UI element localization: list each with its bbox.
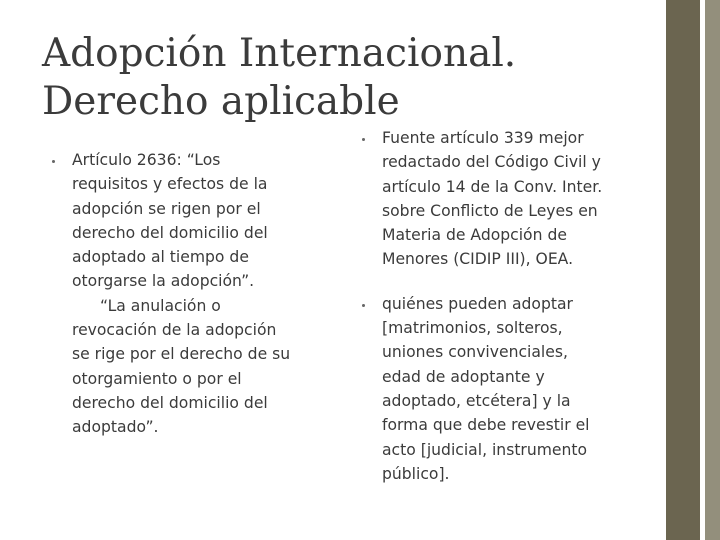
text-line: “La anulación o bbox=[100, 296, 221, 315]
bullet-text bbox=[72, 148, 332, 440]
text-line: forma que debe revestir el bbox=[382, 416, 590, 435]
slide-title bbox=[42, 30, 516, 126]
side-bar-light bbox=[705, 0, 720, 540]
side-bar-dark bbox=[666, 0, 700, 540]
bullet-dot-icon bbox=[362, 138, 365, 141]
title-line-2: Derecho aplicable bbox=[42, 79, 400, 124]
bullet-spacer bbox=[362, 272, 652, 292]
text-line: adoptado al tiempo de bbox=[72, 248, 249, 267]
bullet-dot-icon bbox=[52, 160, 55, 163]
bullet-source-article-339 bbox=[362, 126, 652, 272]
text-line: adopción se rigen por el bbox=[72, 199, 261, 218]
text-line: público]. bbox=[382, 464, 450, 483]
text-line: edad de adoptante y bbox=[382, 367, 545, 386]
text-line: otorgamiento o por el bbox=[72, 369, 242, 388]
text-line: adoptado”. bbox=[72, 418, 159, 437]
bullet-dot-icon bbox=[362, 304, 365, 307]
left-column bbox=[52, 148, 332, 440]
text-line: otorgarse la adopción”. bbox=[72, 272, 255, 291]
text-line: Menores (CIDIP III), OEA. bbox=[382, 250, 574, 269]
bullet-text bbox=[382, 292, 652, 486]
text-line: Materia de Adopción de bbox=[382, 226, 567, 245]
text-line: sobre Conflicto de Leyes en bbox=[382, 201, 598, 220]
text-line: [matrimonios, solteros, bbox=[382, 319, 563, 338]
text-line: quiénes pueden adoptar bbox=[382, 294, 573, 313]
bullet-text bbox=[382, 126, 652, 272]
text-line: Fuente artículo 339 mejor bbox=[382, 129, 584, 147]
text-line: adoptado, etcétera] y la bbox=[382, 391, 571, 410]
text-line: uniones convivenciales, bbox=[382, 343, 568, 362]
text-line: acto [judicial, instrumento bbox=[382, 440, 588, 459]
bullet-who-can-adopt bbox=[362, 292, 652, 486]
text-line: artículo 14 de la Conv. Inter. bbox=[382, 177, 603, 196]
text-line: derecho del domicilio del bbox=[72, 393, 268, 412]
bullet-article-2636 bbox=[52, 148, 332, 440]
text-line: revocación de la adopción bbox=[72, 321, 277, 340]
text-line: redactado del Código Civil y bbox=[382, 153, 601, 172]
text-line: derecho del domicilio del bbox=[72, 223, 268, 242]
text-line: requisitos y efectos de la bbox=[72, 175, 268, 194]
text-line: se rige por el derecho de su bbox=[72, 345, 291, 364]
title-line-1: Adopción Internacional. bbox=[42, 31, 517, 76]
right-column bbox=[362, 126, 652, 486]
text-line: Artículo 2636: “Los bbox=[72, 151, 221, 169]
